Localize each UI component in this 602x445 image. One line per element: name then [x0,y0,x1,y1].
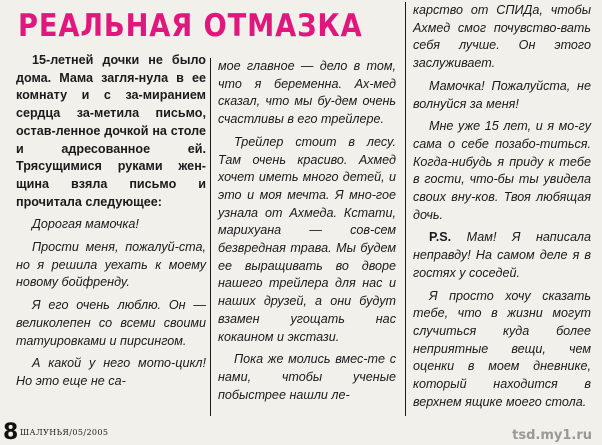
letter-paragraph: Трейлер стоит в лесу. Там очень красиво. Ахмед хочет иметь много детей, и это и моя мечта. Я мно-гое узнала от Ахмеда. Кстати, марихуана — сов-сем безвредная трава. Мы будем ее выращивать во дворе нашего трейлера для нас и наших друзей, а они будут взамен угощать нас кокаином и экстази. [218,134,396,344]
letter-paragraph: А какой у него мото-цикл! Но это еще не са- [16,356,206,388]
column-1 [16,52,206,391]
letter-paragraph: Я его очень люблю. Он — великолепен со всеми своими татуировками и пирсингом. [16,298,206,348]
watermark: tsd.my1.ru [512,428,592,443]
letter-closing: Я просто хочу сказать тебе, что в жизни могут случиться куда более неприятные вещи, чем оценки в моем дневнике, который находится в верхнем ящике моего стола. [413,288,591,409]
column-divider-1 [210,58,211,416]
letter-paragraph: Пока же молись вмес-те с нами, чтобы ученые побыстрее нашли ле- [218,352,396,402]
column-2 [218,58,396,404]
column-3 [413,2,591,411]
article-title: РЕАЛЬНАЯ ОТМАЗКА [18,8,363,44]
page-footer [0,416,602,445]
postscript-text: Мам! Я написала неправду! На самом деле я в гостях у соседей. [413,230,591,280]
postscript-label: P.S. [429,230,452,245]
letter-paragraph: Мне уже 15 лет, и я мо-гу сама о себе позабо-титься. Когда-нибудь я приду к тебе в гости, что-бы ты увидела своих вну-ков. Твоя любящая дочь. [413,119,591,222]
magazine-name: ШАЛУНЬЯ/05/2005 [20,428,109,437]
letter-paragraph: мое главное — дело в том, что я беременна. Ах-мед сказал, что мы бу-дем очень счастливы в его трейлере. [218,59,396,127]
letter-paragraph: карство от СПИДа, чтобы Ахмед смог почувство-вать себя лучше. Он этого заслуживает. [413,3,591,71]
postscript [413,229,591,282]
letter-paragraph: Прости меня, пожалуй-ста, но я решила уехать к моему новому бойфренду. [16,240,206,290]
letter-paragraph: Мамочка! Пожалуйста, не волнуйся за меня! [413,78,591,111]
page-number: 8 [3,420,19,445]
column-divider-2 [405,2,406,416]
letter-greeting: Дорогая мамочка! [32,217,139,232]
lead-paragraph: 15-летней дочки не было дома. Мама загля-нула в ее комнату и с за-миранием сердца за-метила письмо, остав-ленное дочкой на столе и адресованное ей. Трясущимися руками жен-щина взяла письмо и прочитала следующее: [16,53,206,209]
